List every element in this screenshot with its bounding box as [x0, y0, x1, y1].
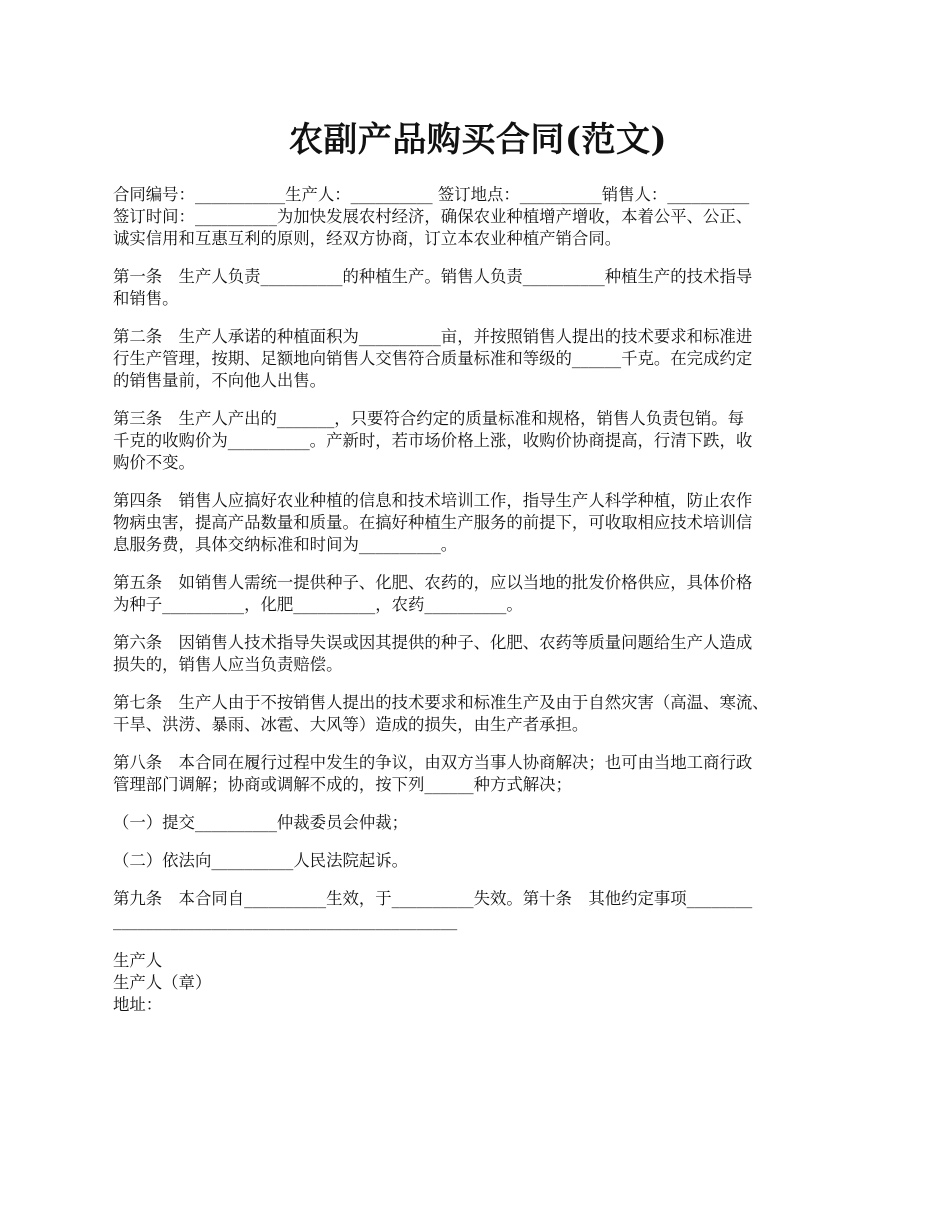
article-line: 和销售。 — [113, 289, 179, 308]
article-line: 息服务费，具体交纳标准和时间为__________。 — [113, 535, 458, 554]
signature-address: 地址： — [113, 995, 163, 1014]
article-3 — [113, 408, 843, 474]
article-line: 的销售量前，不向他人出售。 — [113, 371, 327, 390]
article-9-10 — [113, 888, 843, 932]
article-line: 购价不变。 — [113, 453, 195, 472]
article-line: 第五条 如销售人需统一提供种子、化肥、农药的，应以当地的批发价格供应，具体价格 — [113, 573, 753, 592]
article-line: 第一条 生产人负责__________的种植生产。销售人负责__________种植生产的技术指导 — [113, 267, 753, 286]
article-line: 第九条 本合同自__________生效，于__________失效。第十条 其他约定事项________ — [113, 889, 753, 908]
article-line: 损失的，销售人应当负责赔偿。 — [113, 655, 343, 674]
article-1 — [113, 266, 843, 310]
header-line: 签订时间：__________为加快发展农村经济，确保农业种植增产增收，本着公平、公正、 — [113, 207, 753, 226]
header-line: 诚实信用和互惠互利的原则，经双方协商，订立本农业种植产销合同。 — [113, 229, 622, 248]
article-2 — [113, 326, 843, 392]
article-7 — [113, 692, 843, 736]
article-line: 为种子__________，化肥__________，农药__________。 — [113, 595, 523, 614]
contract-header — [113, 184, 843, 250]
article-line: 物病虫害，提高产品数量和质量。在搞好种植生产服务的前提下，可收取相应技术培训信 — [113, 513, 753, 532]
article-8 — [113, 752, 843, 796]
article-line: 行生产管理，按期、足额地向销售人交售符合质量标准和等级的______千克。在完成约定 — [113, 349, 753, 368]
article-line: 第三条 生产人产出的_______，只要符合约定的质量标准和规格，销售人负责包销。每 — [113, 409, 745, 428]
article-line: 第六条 因销售人技术指导失误或因其提供的种子、化肥、农药等质量问题给生产人造成 — [113, 633, 753, 652]
article-5 — [113, 572, 843, 616]
article-line: __________________________________________ — [113, 911, 458, 930]
signature-block — [113, 950, 843, 1016]
article-line: 第七条 生产人由于不按销售人提出的技术要求和标准生产及由于自然灾害（高温、寒流、 — [113, 693, 769, 712]
article-line: 管理部门调解；协商或调解不成的，按下列______种方式解决； — [113, 775, 572, 794]
document-title: 农副产品购买合同(范文) — [288, 120, 668, 160]
article-line: 第四条 销售人应搞好农业种植的信息和技术培训工作，指导生产人科学种植，防止农作 — [113, 491, 753, 510]
article-6 — [113, 632, 843, 676]
article-line: 第二条 生产人承诺的种植面积为__________亩，并按照销售人提出的技术要求和标准进 — [113, 327, 753, 346]
signature-party: 生产人 — [113, 951, 163, 970]
article-line: 干旱、洪涝、暴雨、冰雹、大风等）造成的损失，由生产者承担。 — [113, 715, 589, 734]
dispute-option-2 — [113, 850, 843, 872]
article-line: 千克的收购价为__________。产新时，若市场价格上涨，收购价协商提高，行清下跌，收 — [113, 431, 753, 450]
contract-page — [113, 0, 843, 1016]
article-line: 第八条 本合同在履行过程中发生的争议，由双方当事人协商解决；也可由当地工商行政 — [113, 753, 753, 772]
signature-seal: 生产人（章） — [113, 973, 212, 992]
header-line: 合同编号：___________生产人：__________ 签订地点：__________销售人：__________ — [113, 185, 750, 204]
article-line: （一）提交__________仲裁委员会仲裁； — [113, 813, 409, 832]
dispute-option-1 — [113, 812, 843, 834]
article-4 — [113, 490, 843, 556]
article-line: （二）依法向__________人民法院起诉。 — [113, 851, 409, 870]
